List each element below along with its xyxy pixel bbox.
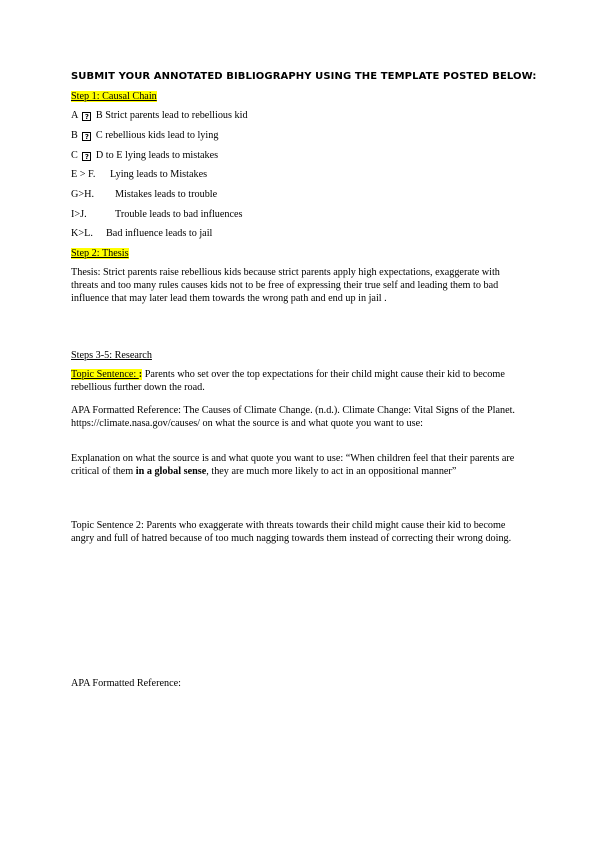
chain-text: lying leads to mistakes [125,150,219,161]
step2-title [71,247,129,260]
chain-to: C [95,130,103,141]
chain-to: B [95,110,103,121]
chain-text: Strict parents lead to rebellious kid [105,110,248,121]
step1-title-text: Step 1: Causal Chain [71,91,157,102]
thesis-paragraph: Thesis: Strict parents raise rebellious kids because strict parents apply high expectations, exaggerate with threats and too many rules causes kids not to be free of expressing their true self and leading them to bad influence that may later lead them towards the wrong path and end up in jail . [71,267,500,304]
chain-to: D to E [95,150,123,161]
steps35-title-text: Steps 3-5: Research [71,350,152,361]
page-heading: SUBMIT YOUR ANNOTATED BIBLIOGRAPHY USING THE TEMPLATE POSTED BELOW: [71,71,537,82]
chain2-text: Lying leads to Mistakes [110,169,208,180]
topic-sentence-text: Parents who set over the top expectations for their child might cause their kid to become rebellious further down the road. [71,369,505,393]
steps35-title [71,349,152,362]
chain-from: C [71,150,78,161]
chain2-item [71,208,243,221]
chain2-item [71,168,207,181]
explanation-paragraph [71,452,526,478]
chain-item [71,149,218,162]
apa-reference-1: APA Formatted Reference: The Causes of Climate Change. (n.d.). Climate Change: Vital Signs of the Planet. https://climate.nasa.gov/causes/ on what the source is and what quote you want to use: [71,405,515,429]
missing-glyph-icon: ? [82,112,91,121]
chain2-label: I>J. [71,209,87,220]
chain2-label: E > F. [71,169,96,180]
topic-sentence-2: Topic Sentence 2: Parents who exaggerate with threats towards their child might cause their kid to become angry and full of hatred because of too much nagging towards them instead of correcting their wrong doing. [71,520,512,544]
chain-from: A [71,110,78,121]
chain2-text: Trouble leads to bad influences [115,209,243,220]
explanation-bold: in a global sense [135,466,207,477]
topic-colon: : [138,369,143,380]
chain2-item [71,227,212,240]
explanation-post: , they are much more likely to act in an oppositional manner” [206,466,457,477]
chain2-text: Bad influence leads to jail [106,228,213,239]
chain2-item [71,188,217,201]
step1-title [71,90,157,103]
chain-text: rebellious kids lead to lying [105,130,219,141]
missing-glyph-icon: ? [82,132,91,141]
chain-item [71,129,218,142]
topic-sentence-1 [71,368,526,394]
chain2-label: K>L. [71,228,93,239]
chain-from: B [71,130,78,141]
chain2-text: Mistakes leads to trouble [115,189,218,200]
explanation-pre: Explanation on what the source is and what quote you want to use: “When children feel that their parents are critical of them [71,453,515,477]
missing-glyph-icon: ? [82,152,91,161]
chain-item [71,109,248,122]
chain2-label: G>H. [71,189,95,200]
apa-reference-2: APA Formatted Reference: [71,678,181,689]
topic-sentence-label: Topic Sentence: [71,369,139,380]
step2-title-text: Step 2: Thesis [71,248,129,259]
